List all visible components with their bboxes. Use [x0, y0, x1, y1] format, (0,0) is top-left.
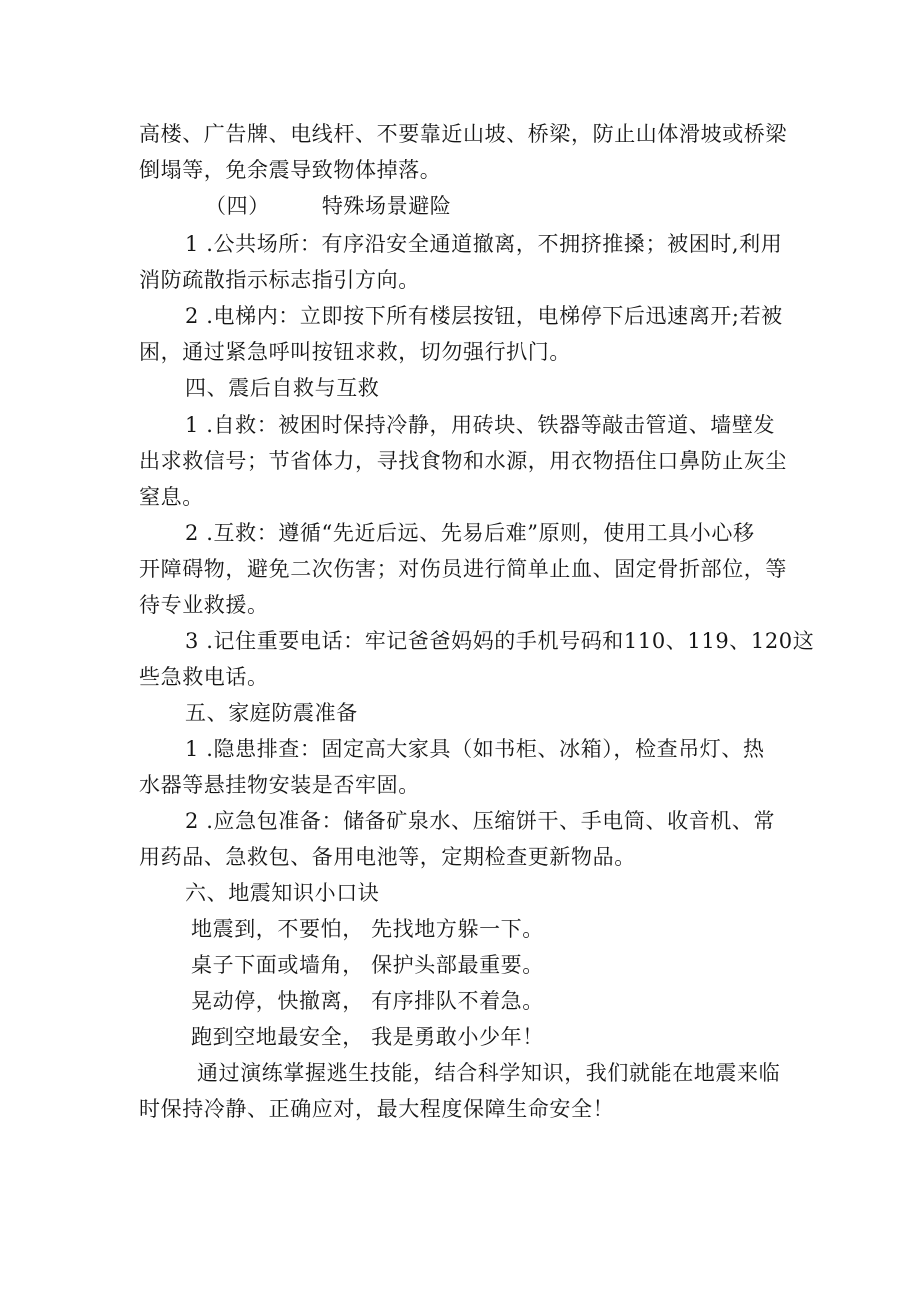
list-item-line: 困，通过紧急呼叫按钮求救，切勿强行扒门。 [139, 340, 571, 364]
list-item-line: 些急救电话。 [139, 665, 269, 689]
list-item-line: 2 .电梯内：立即按下所有楼层按钮，电梯停下后迅速离开;若被 [185, 304, 783, 328]
section-heading-home-preparation: 五、家庭防震准备 [185, 701, 358, 725]
list-item-line: 水器等悬挂物安装是否牢固。 [139, 773, 420, 797]
section-title: 特殊场景避险 [321, 194, 452, 218]
paragraph-line: 高楼、广告牌、电线杆、不要靠近山坡、桥梁，防止山体滑坡或桥梁 [139, 122, 787, 146]
list-item-line: 窒息。 [139, 485, 204, 509]
list-item-line: 1 .自救：被困时保持冷静，用砖块、铁器等敲击管道、墙壁发 [185, 413, 776, 437]
list-item-line: 开障碍物，避免二次伤害；对伤员进行简单止血、固定骨折部位，等 [139, 557, 787, 581]
list-item-line: 用药品、急救包、备用电池等，定期检查更新物品。 [139, 845, 636, 869]
section-heading-special-scenes [205, 192, 451, 220]
section-number: （四） [205, 194, 270, 218]
closing-paragraph-line: 时保持冷静、正确应对，最大程度保障生命安全！ [139, 1097, 615, 1121]
list-item-line: 3 .记住重要电话：牢记爸爸妈妈的手机号码和110、119、120这 [185, 629, 815, 653]
list-item-line: 1 .公共场所：有序沿安全通道撤离，不拥挤推搡；被困时,利用 [185, 232, 783, 256]
list-item-line: 1 .隐患排查：固定高大家具（如书柜、冰箱），检查吊灯、热 [185, 737, 765, 761]
list-item-line: 出求救信号；节省体力，寻找食物和水源，用衣物捂住口鼻防止灰尘 [139, 449, 787, 473]
rhyme-line: 地震到，不要怕， 先找地方躲一下。 [191, 917, 544, 941]
paragraph-line: 倒塌等，免余震导致物体掉落。 [139, 158, 442, 182]
section-heading-post-quake-rescue: 四、震后自救与互救 [185, 376, 380, 400]
list-item-line: 待专业救援。 [139, 593, 269, 617]
list-item-line: 2 .应急包准备：储备矿泉水、压缩饼干、手电筒、收音机、常 [185, 809, 776, 833]
list-item-line: 消防疏散指示标志指引方向。 [139, 268, 420, 292]
section-heading-rhyme: 六、地震知识小口诀 [185, 881, 380, 905]
list-item-line: 2 .互救：遵循“先近后远、先易后难”原则，使用工具小心移 [185, 521, 755, 545]
rhyme-line: 跑到空地最安全， 我是勇敢小少年！ [191, 1025, 544, 1049]
closing-paragraph-line: 通过演练掌握逃生技能，结合科学知识，我们就能在地震来临 [197, 1061, 781, 1085]
rhyme-line: 桌子下面或墙角， 保护头部最重要。 [191, 953, 544, 977]
rhyme-line: 晃动停，快撤离， 有序排队不着急。 [191, 989, 544, 1013]
